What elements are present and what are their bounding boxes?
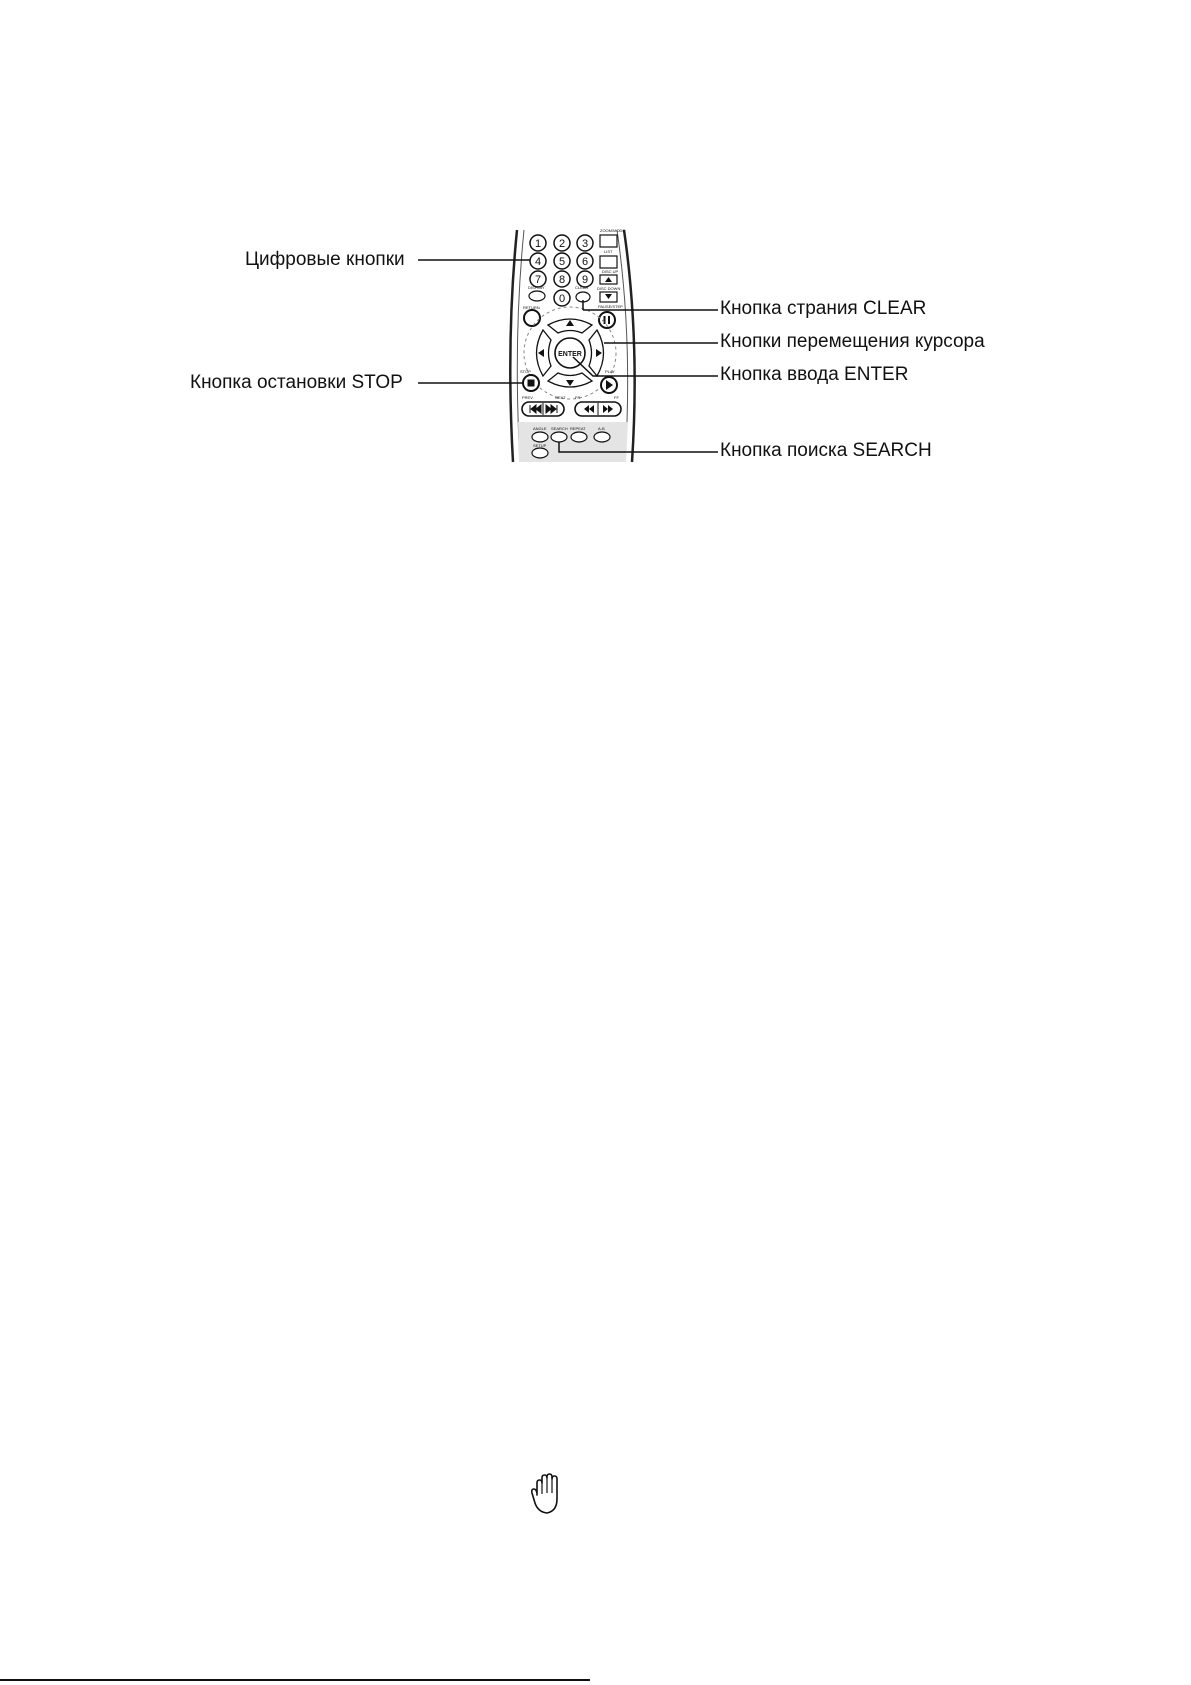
svg-text:5: 5 xyxy=(558,256,566,268)
svg-text:8: 8 xyxy=(558,274,566,286)
digit-button-2 xyxy=(554,235,570,251)
return-button xyxy=(524,310,540,326)
search-button xyxy=(551,432,567,442)
callout-cursor-buttons: Кнопки перемещения курсора xyxy=(720,331,985,352)
digit-button-6 xyxy=(577,253,593,269)
angle-label: ANGLE xyxy=(533,426,547,431)
disc-down-label: DISC DOWN xyxy=(597,286,621,291)
display-label: DISPLAY xyxy=(528,285,545,290)
next-label: NEXT xyxy=(555,395,566,400)
repeat-label: REPEAT xyxy=(570,426,586,431)
pause-step-label: PAUSE/STEP xyxy=(598,304,623,309)
callout-clear-button: Кнопка страния CLEAR xyxy=(720,298,927,319)
callout-enter-button: Кнопка ввода ENTER xyxy=(720,364,909,385)
search-label: SEARCH xyxy=(551,426,568,431)
stop-label: STOP xyxy=(520,369,531,374)
svg-text:0: 0 xyxy=(558,293,566,305)
list-label: LIST xyxy=(604,249,613,254)
clear-label: CLEAR xyxy=(575,285,589,290)
svg-text:4: 4 xyxy=(534,256,542,268)
setup-button xyxy=(532,448,548,458)
svg-text:3: 3 xyxy=(581,238,589,250)
pause-icon-bar-right xyxy=(608,316,610,324)
digit-button-8 xyxy=(554,271,570,287)
display-button xyxy=(529,291,545,301)
repeat-button xyxy=(571,432,587,442)
enter-label: ENTER xyxy=(558,351,582,358)
pause-icon-bar-left xyxy=(604,316,606,324)
digit-button-5 xyxy=(554,253,570,269)
ff-label: FF xyxy=(614,395,619,400)
digit-button-3 xyxy=(577,235,593,251)
digit-button-0 xyxy=(554,290,570,306)
callout-digit-buttons: Цифровые кнопки xyxy=(245,249,405,270)
remote-outline-left xyxy=(510,230,517,462)
svg-text:9: 9 xyxy=(581,274,589,286)
digit-button-1 xyxy=(530,235,546,251)
list-button xyxy=(600,256,617,268)
ab-label: A-B xyxy=(598,426,605,431)
fr-label: FR xyxy=(575,395,581,400)
svg-text:7: 7 xyxy=(534,274,542,286)
callout-stop-button: Кнопка остановки STOP xyxy=(190,372,403,393)
return-label: RETURN xyxy=(523,305,540,310)
prev-label: PREV xyxy=(522,395,533,400)
svg-text:2: 2 xyxy=(558,238,566,250)
callout-search-button: Кнопка поиска SEARCH xyxy=(720,440,932,461)
ab-button xyxy=(594,432,610,442)
zoom-mode-button xyxy=(600,235,617,247)
disc-up-label: DISC UP xyxy=(602,269,619,274)
stop-square-icon xyxy=(528,380,535,387)
hand-stop-icon xyxy=(532,1474,557,1513)
setup-label: SETUP xyxy=(533,443,547,448)
svg-text:1: 1 xyxy=(534,238,542,250)
svg-text:6: 6 xyxy=(581,256,589,268)
zoom-mode-label: ZOOM/MODE xyxy=(600,228,626,233)
angle-button xyxy=(532,432,548,442)
play-label: PLAY xyxy=(605,369,615,374)
digit-button-4 xyxy=(530,253,546,269)
